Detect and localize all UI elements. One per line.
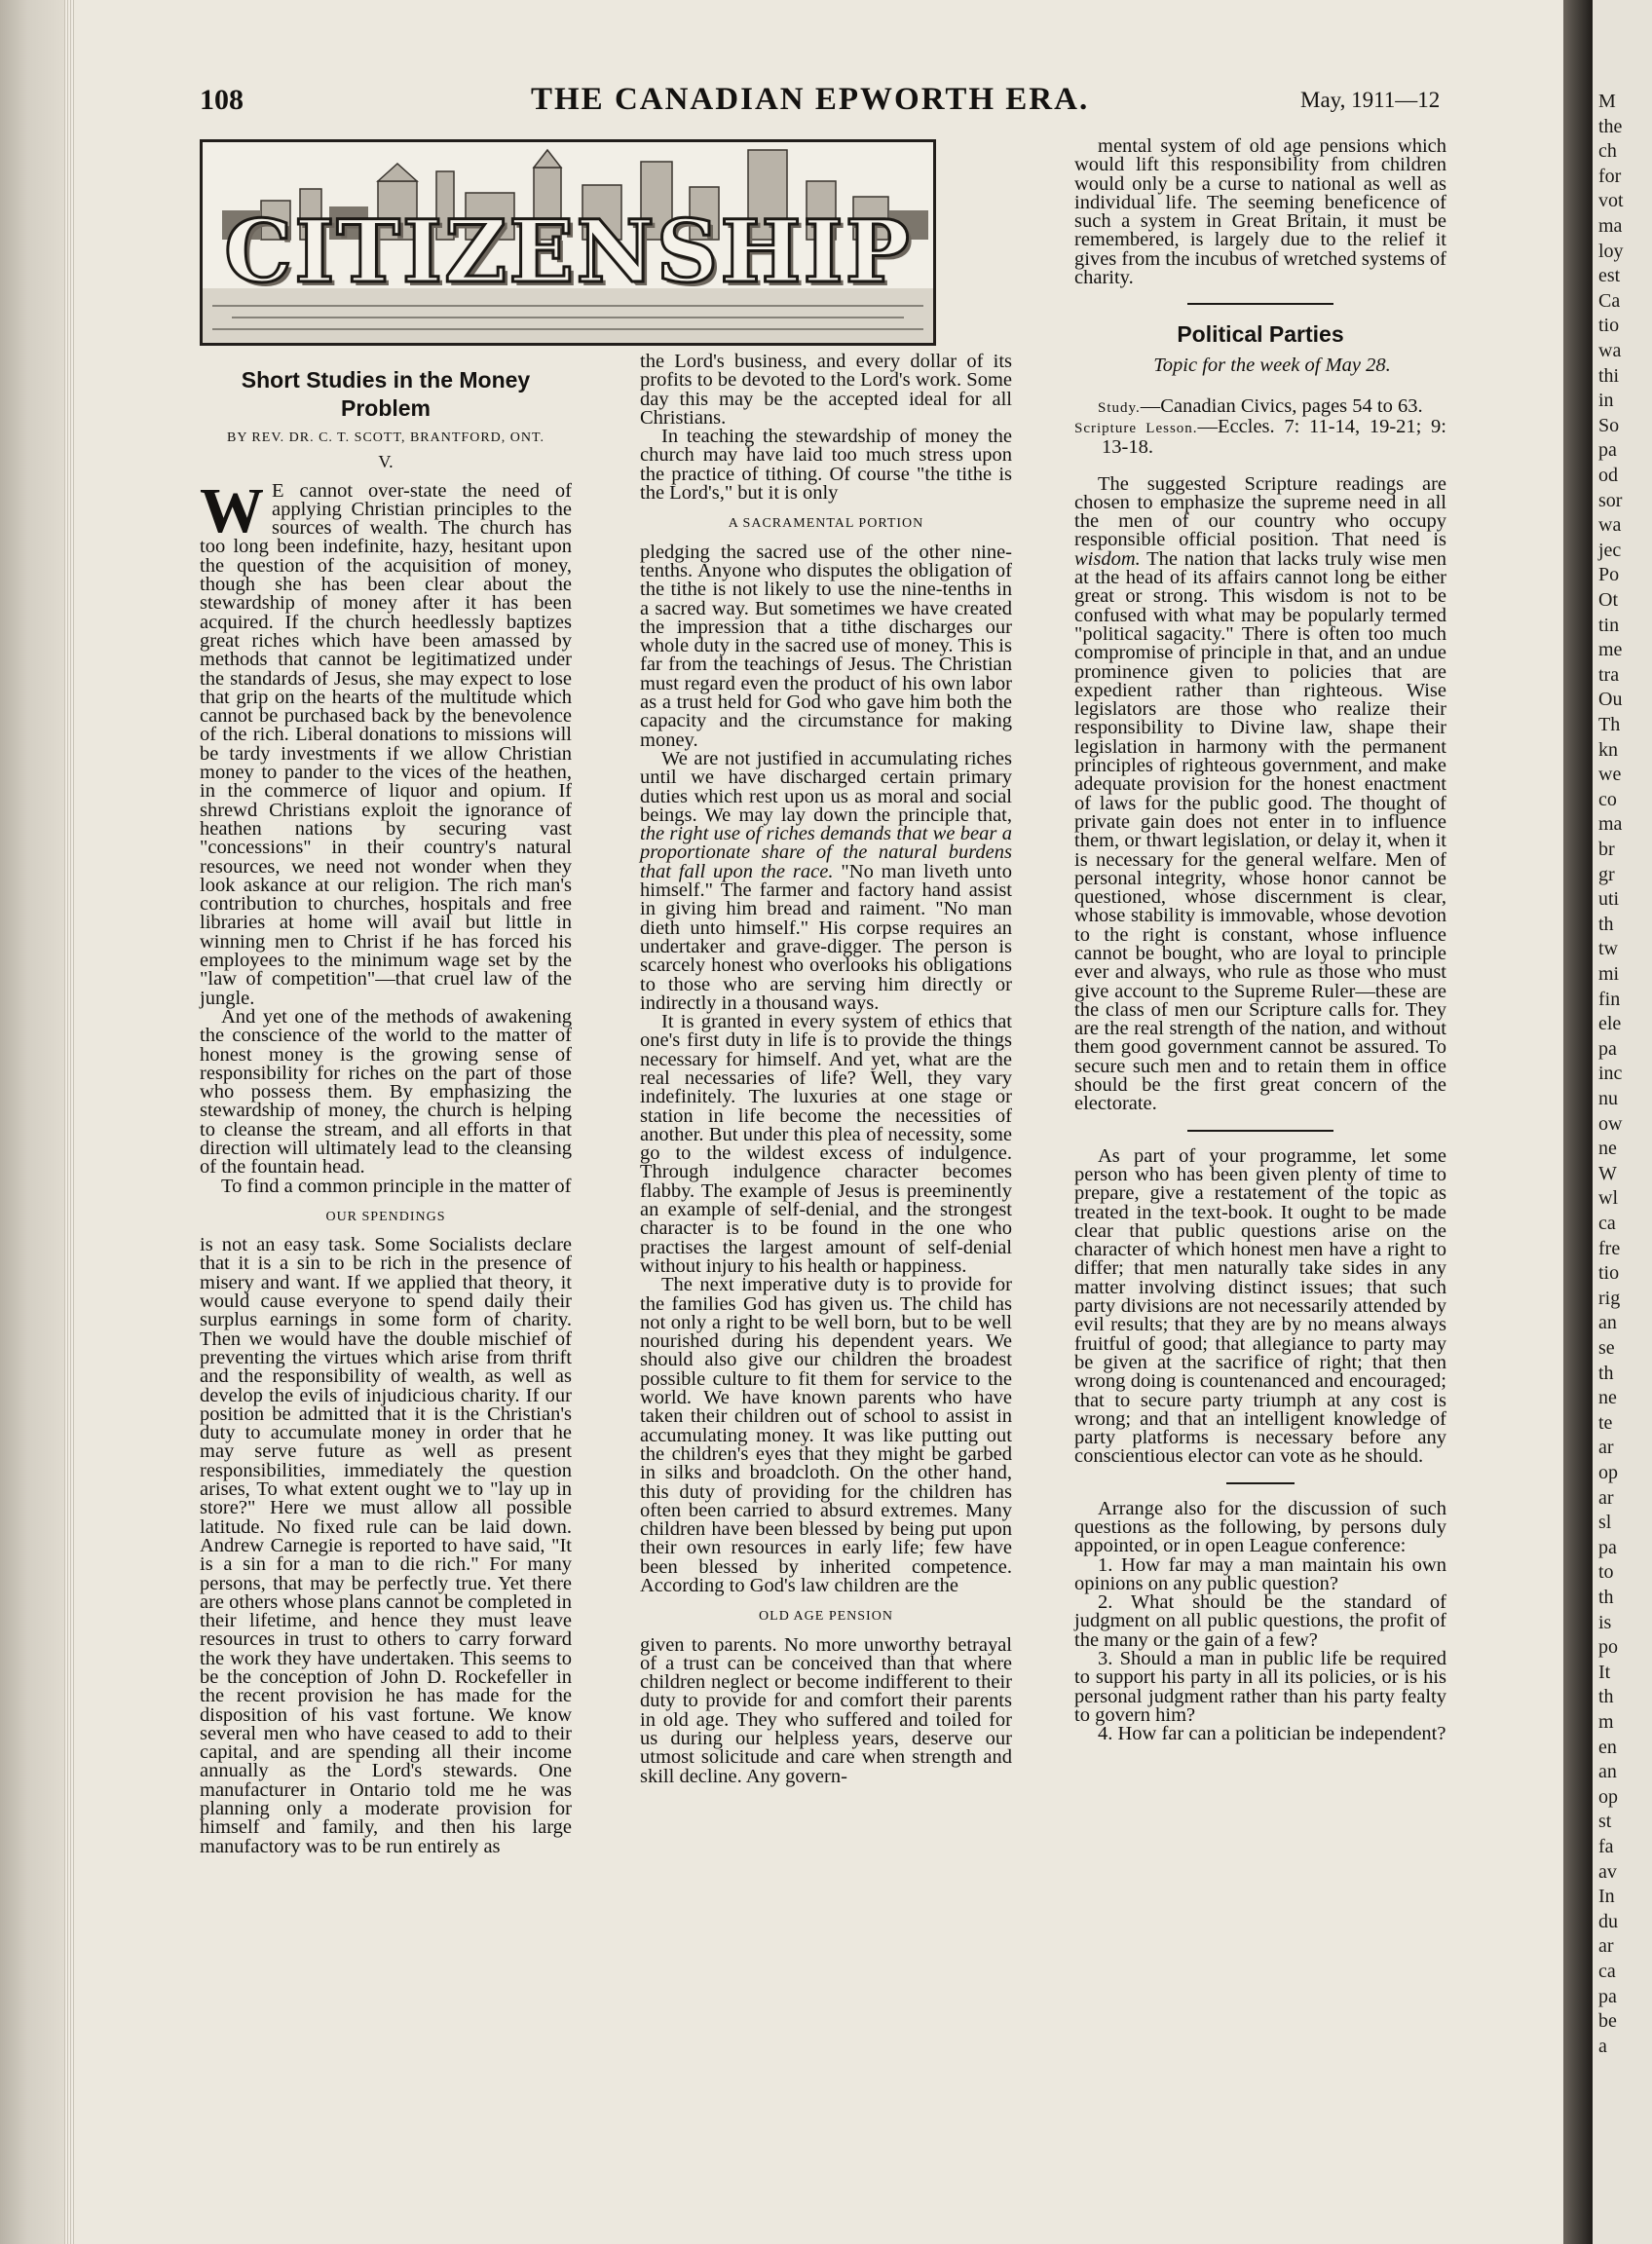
facing-page-word-fragment: po bbox=[1598, 1636, 1618, 1659]
facing-page-word-fragment: op bbox=[1598, 1462, 1618, 1483]
facing-page-word-fragment: wa bbox=[1598, 514, 1622, 537]
article-part-number: V. bbox=[378, 452, 394, 472]
facing-page-word-fragment: an bbox=[1598, 1312, 1617, 1334]
facing-page-word-fragment: Th bbox=[1598, 714, 1621, 735]
paragraph: Arrange also for the discussion of such questions as the following, by persons duly appointed, or in open League conference: bbox=[1074, 1497, 1446, 1557]
page-stack-edge bbox=[64, 0, 74, 2244]
facing-page-word-fragment: jec bbox=[1598, 539, 1622, 561]
facing-page-word-fragment: uti bbox=[1598, 888, 1620, 911]
facing-page-word-fragment: W bbox=[1598, 1162, 1617, 1184]
facing-page-word-fragment: mi bbox=[1598, 963, 1620, 985]
paragraph: is not an easy task. Some Socialists declare that it is a sin to be rich in the presence of misery and want. If we applied that theory, it would cause everyone to spend daily their surplus earnings in some form of charity. Then we would have the double mischief of preventing the virtues which arise from thrift and the responsibility of wealth, as well as develop the evils of injudicious charity. If our position be admitted that it is the Christian's duty to accumulate money in order that he may serve future as well as present responsibilities, immediately the question arises, To what extent ought we to "lay up in store?" Here we must allow all possible latitude. No fixed rule can be laid down. Andrew Carnegie is reported to have said, "It is a sin for a man to die rich." For many persons, that may be perfectly true. Yet there are others whose plans cannot be completed in their lifetime, and hence they must leave resources in trust to others to carry forward the work they have undertaken. This seems to be the conception of John D. Rockefeller in the recent provision he has made for the disposition of his vast fortune. We know several men who have ceased to add to their capital, and are spending all their income annually as the Lord's stewards. One manufacturer in Ontario told me he was planning only a moderate provision for himself and family, and then his large manufactory was to be run entirely as bbox=[200, 1234, 572, 1857]
facing-page-word-fragment: for bbox=[1598, 165, 1622, 187]
facing-page-word-fragment: tin bbox=[1598, 614, 1620, 636]
facing-page-word-fragment: inc bbox=[1598, 1063, 1623, 1085]
paragraph: mental system of old age pensions which would lift this responsibility from children would only be a curse to national as well as individual life. The seeming beneficence of such a system in Great Britain, it must be remembered, is largely due to the relief it gives from the incubus of wretched systems of charity. bbox=[1074, 135, 1447, 289]
paragraph: To find a common principle in the matter of bbox=[221, 1175, 572, 1197]
question-item: 2. What should be the standard of judgment on all public questions, the profit of the many or the gain of a few? bbox=[1074, 1591, 1446, 1651]
facing-page-word-fragment: br bbox=[1598, 839, 1615, 860]
facing-page-word-fragment: Ou bbox=[1598, 689, 1623, 711]
facing-page-word-fragment: be bbox=[1598, 2010, 1617, 2033]
issue-date: May, 1911—12 bbox=[1300, 88, 1441, 112]
facing-page-word-fragment: ne bbox=[1598, 1387, 1617, 1409]
facing-page-word-fragment: wl bbox=[1598, 1187, 1618, 1210]
facing-page-word-fragment: me bbox=[1598, 639, 1623, 661]
facing-page-word-fragment: tra bbox=[1598, 663, 1620, 686]
facing-page-word-fragment: se bbox=[1598, 1337, 1615, 1359]
masthead-title: CITIZENSHIP bbox=[224, 201, 912, 302]
facing-page-word-fragment: ow bbox=[1598, 1112, 1623, 1135]
column-1 bbox=[200, 366, 572, 1856]
facing-page-word-fragment: ch bbox=[1598, 140, 1617, 163]
facing-page-word-fragment: we bbox=[1598, 764, 1622, 786]
facing-page-word-fragment: tio bbox=[1598, 1262, 1620, 1285]
facing-page-word-fragment: fa bbox=[1598, 1836, 1614, 1857]
facing-page-word-fragment: th bbox=[1598, 1686, 1614, 1708]
running-header bbox=[200, 84, 1466, 123]
facing-page-word-fragment: So bbox=[1598, 414, 1620, 436]
paragraph: It is granted in every system of ethics that one's first duty in life is to provide the things necessary for himself. And yet, what are the real necessaries of life? Well, they vary indefinitely. The luxuries at one stage or station in life become the necessities of another. But under this plea of necessity, some go to the wildest excess of indulgence. Through indulgence character becomes flabby. The example of Jesus is preeminently an example of self-denial, and the strongest character is to be found in the one who practises the largest amount of self-denial without injury to his health or happiness. bbox=[640, 1011, 1012, 1277]
facing-page-word-fragment: m bbox=[1598, 1711, 1614, 1733]
study-reference: Study.—Canadian Civics, pages 54 to 63. Scripture Lesson.—Eccles. 7: 11-14, 19-21; 9: 13-18. bbox=[1074, 394, 1446, 459]
facing-page-word-fragment: an bbox=[1598, 1761, 1617, 1783]
paragraph: W E cannot over-state the need of applying Christian principles to the sources of wealth. The church has too long been indefinite, hazy, hesitant upon the question of the acquisition of money, though she has been clear about the stewardship of money after it has been acquired. If the church heedlessly baptizes great riches which have been amassed by methods that cannot be legitimatized under the standards of Jesus, she may expect to lose that grip on the hearts of the multitude which cannot be purchased back by the benevolence of the rich. Liberal donations to missions will be tardy investments if we allow Christian money to pander to the vices of the heathen, in the commerce of liquor and opium. If shrewd Christians exploit the ignorance of heathen nations by securing vast "concessions" in their country's natural resources, we need not wonder when they look askance at our religion. The rich man's contribution to churches, hospitals and free libraries at home will avail but little in winning men to Christ if he has forced his employees to the minimum wage set by the "law of competition"—that cruel law of the jungle. bbox=[200, 474, 572, 1009]
facing-page-word-fragment: sl bbox=[1598, 1512, 1612, 1534]
question-item: 4. How far can a politician be independent? bbox=[1098, 1723, 1446, 1745]
section-divider bbox=[1226, 1482, 1295, 1484]
facing-page-word-fragment: st bbox=[1598, 1811, 1612, 1833]
facing-page-word-fragment: od bbox=[1598, 465, 1618, 486]
magazine-title: THE CANADIAN EPWORTH ERA. bbox=[531, 82, 1090, 117]
facing-page-word-fragment: op bbox=[1598, 1785, 1618, 1808]
paragraph: We are not justified in accumulating riches until we have discharged certain primary duties which rest upon us as moral and social beings. We may lay down the principle that, the right use of riches demands that we bear a proportionate share of the natural burdens that fall upon the race. "No man liveth unto himself." The farmer and factory hand assist in giving him bread and raiment. "No man dieth unto himself." His corpse requires an undertaker and grave-digger. The person is scarcely honest who overlooks his obligations to those who are serving him directly or indirectly in a thousand ways. bbox=[640, 747, 1012, 1014]
paragraph: The next imperative duty is to provide for the families God has given us. The child has not only a right to be well born, but to be well nourished during his dependent years. We should also give our children the broadest possible culture to fit them for service to the world. We have known parents who have taken their children out of school to assist in accumulating money. It was like putting out the children's eyes that they might be garbed in silks and broadcloth. On the other hand, this duty of providing for the children has often been carried to absurd extremes. Many children have been blessed by being put upon their own resources in early life; few have been blessed by inherited competence. According to God's law children are the bbox=[640, 1274, 1012, 1596]
facing-page-word-fragment: tw bbox=[1598, 938, 1618, 960]
facing-page-word-fragment: kn bbox=[1598, 738, 1618, 761]
subheading: OLD AGE PENSION bbox=[759, 1609, 893, 1625]
facing-page-word-fragment: te bbox=[1598, 1411, 1613, 1434]
facing-page-word-fragment: gr bbox=[1598, 863, 1615, 885]
facing-page-edge bbox=[1593, 0, 1652, 2244]
facing-page-word-fragment: fre bbox=[1598, 1237, 1621, 1259]
article-title: Short Studies in the Money Problem bbox=[241, 367, 531, 421]
facing-page-word-fragment: ne bbox=[1598, 1138, 1617, 1160]
drop-cap: W bbox=[200, 474, 264, 546]
facing-page-word-fragment: Ot bbox=[1598, 589, 1618, 611]
facing-page-word-fragment: a bbox=[1598, 2035, 1607, 2057]
facing-page-word-fragment: the bbox=[1598, 115, 1623, 137]
paragraph: The suggested Scripture readings are chosen to emphasize the supreme need in all the men of our country who occupy responsible official position. That need is wisdom. The nation that lacks truly wise men at the head of its affairs cannot long be either great or strong. This wisdom is not to be confused with what may be popularly termed "political sagacity." There is often too much compromise of principle in that, and an undue prominence given to policies that are expedient rather than righteous. Wise legislators are those who realize their responsibility to Divine law, shape their legislation in harmony with the permanent principles of righteous government, and make adequate provision for the honest enactment of laws for the public good. The thought of private gain does not enter in to influence them, or thwart legislation, or delay it, when it is necessary for the general welfare. Men of personal integrity, whose honor cannot be questioned, whose discernment is clear, whose stability is immovable, whose devotion to the right is constant, whose influence cannot be bought, who are loyal to principle ever and always, who rule as those who must give account to the Supreme Ruler—these are the class of men our Scripture calls for. They are the real strength of the nation, and without them good government cannot be assured. To secure such men and to retain them in office should be the first great concern of the electorate. bbox=[1074, 472, 1447, 1115]
column-2 bbox=[640, 353, 1012, 1786]
facing-page-word-fragment: th bbox=[1598, 913, 1614, 935]
facing-page-word-fragment: fin bbox=[1598, 988, 1621, 1010]
facing-page-word-fragment: ar bbox=[1598, 1486, 1614, 1509]
section-divider bbox=[1187, 1130, 1333, 1132]
italic-emphasis: the right use of riches demands that we bear a proportionate share of the natural burdens that fall upon the race. bbox=[640, 823, 1012, 882]
facing-page-word-fragment: M bbox=[1598, 91, 1616, 112]
book-gutter bbox=[1563, 0, 1593, 2244]
facing-page-word-fragment: est bbox=[1598, 265, 1621, 287]
facing-page-word-fragment: In bbox=[1598, 1886, 1615, 1908]
facing-page-word-fragment: pa bbox=[1598, 1536, 1617, 1558]
paragraph: In teaching the stewardship of money the church may have laid too much stress upon the practice of tithing. Of course "the tithe is the Lord's," but it is only bbox=[640, 426, 1012, 505]
topic-line: Topic for the week of May 28. bbox=[1153, 355, 1391, 377]
facing-page-word-fragment: en bbox=[1598, 1736, 1617, 1758]
citizenship-masthead bbox=[200, 139, 936, 346]
facing-page-word-fragment: co bbox=[1598, 788, 1617, 810]
facing-page-word-fragment: ele bbox=[1598, 1013, 1622, 1035]
paragraph: the Lord's business, and every dollar of its profits to be devoted to the Lord's work. Some day this may be the accepted ideal for all Christians. bbox=[640, 351, 1012, 429]
facing-page-word-fragment: It bbox=[1598, 1661, 1611, 1683]
subheading: A SACRAMENTAL PORTION bbox=[728, 516, 924, 532]
facing-page-word-fragment: ma bbox=[1598, 813, 1623, 836]
paragraph: pledging the sacred use of the other nine-tenths. Anyone who disputes the obligation of the tithe is not likely to use the nine-tenths in a sacred way. But sometimes we have created the impression that a tithe discharges our whole duty in the sacred use of money. This is far from the teachings of Jesus. The Christian must regard even the product of his own labor as a trust held for God who gave him both the capacity and the circumstance for making money. bbox=[640, 541, 1012, 751]
facing-page-word-fragment: du bbox=[1598, 1910, 1618, 1932]
facing-page-word-fragment: th bbox=[1598, 1587, 1614, 1608]
facing-page-word-fragment: in bbox=[1598, 390, 1614, 412]
facing-page-word-fragment: to bbox=[1598, 1561, 1614, 1584]
facing-page-word-fragment: ar bbox=[1598, 1935, 1614, 1958]
facing-page-word-fragment: ca bbox=[1598, 1213, 1616, 1234]
facing-page-word-fragment: is bbox=[1598, 1611, 1612, 1633]
paragraph: And yet one of the methods of awakening the conscience of the world to the matter of honest money is the growing sense of responsibility for riches on the part of those who possess them. By emphasizing the stewardship of money, the church is helping to cleanse the stream, and all efforts in that direction will ultimately lead to the cleansing of the fountain head. bbox=[200, 1005, 572, 1178]
facing-page-word-fragment: pa bbox=[1598, 1985, 1617, 2007]
question-item: 1. How far may a man maintain his own opinions on any public question? bbox=[1074, 1553, 1446, 1594]
facing-page-word-fragment: nu bbox=[1598, 1088, 1618, 1109]
facing-page-word-fragment: sor bbox=[1598, 489, 1623, 511]
paragraph: given to parents. No more unworthy betrayal of a trust can be conceived than that where children neglect or become indifferent to their duty to provide for and comfort their parents in old age. They who suffered and toiled for us during our helpless years, deserve our utmost solicitude and care when strength and skill decline. Any govern- bbox=[640, 1633, 1012, 1787]
paragraph: As part of your programme, let some person who has been given plenty of time to prepare, give a restatement of the topic as treated in the text-book. It ought to be made clear that public questions arise on the character of which honest men have a right to differ; that men naturally take sides in any matter involving distinct issues; that such party divisions are not necessarily attended by evil results; that they are by no means always fruitful of good; that allegiance to party may be given at the sacrifice of right; that then wrong doing is countenanced and encouraged; that to secure party triumph at any cost is wrong; and that an intelligent knowledge of party platforms is necessary before any conscientious elector can vote as he should. bbox=[1074, 1144, 1446, 1468]
question-item: 3. Should a man in public life be required to support his party in all its policies, or is his personal judgment rather than his party fealty to govern him? bbox=[1074, 1648, 1446, 1726]
facing-page-word-fragment: ca bbox=[1598, 1961, 1616, 1982]
facing-page-word-fragment: Ca bbox=[1598, 289, 1621, 312]
subheading: OUR SPENDINGS bbox=[325, 1209, 446, 1224]
facing-page-word-fragment: loy bbox=[1598, 240, 1624, 262]
section-divider bbox=[1187, 303, 1333, 305]
facing-page-word-fragment: th bbox=[1598, 1362, 1614, 1384]
facing-page-word-fragment: ma bbox=[1598, 215, 1623, 237]
facing-page-word-fragment: tio bbox=[1598, 315, 1620, 337]
page-number: 108 bbox=[200, 84, 244, 116]
article-title: Political Parties bbox=[1177, 321, 1344, 348]
facing-page-word-fragment: wa bbox=[1598, 340, 1622, 361]
facing-page-word-fragment: pa bbox=[1598, 439, 1617, 462]
facing-page-word-fragment: vot bbox=[1598, 190, 1624, 212]
facing-page-word-fragment: av bbox=[1598, 1860, 1617, 1883]
column-3 bbox=[1074, 137, 1446, 1744]
article-byline: BY REV. DR. C. T. SCOTT, BRANTFORD, ONT. bbox=[227, 430, 544, 445]
book-spine bbox=[0, 0, 70, 2244]
facing-page-word-fragment: thi bbox=[1598, 364, 1620, 387]
italic-emphasis: wisdom. bbox=[1074, 547, 1141, 570]
facing-page-word-fragment: pa bbox=[1598, 1037, 1617, 1060]
facing-page-word-fragment: ar bbox=[1598, 1437, 1614, 1459]
facing-page-word-fragment: rig bbox=[1598, 1287, 1621, 1309]
facing-page-word-fragment: Po bbox=[1598, 564, 1620, 586]
